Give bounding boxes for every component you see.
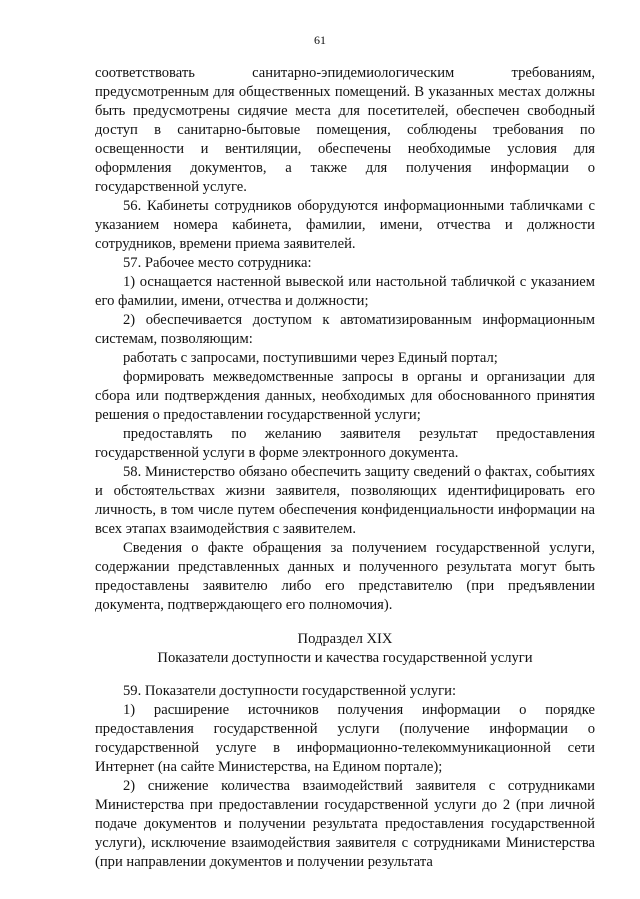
section-title: Показатели доступности и качества государственной услуги [157, 650, 533, 666]
paragraph: 57. Рабочее место сотрудника: [123, 255, 312, 271]
paragraph: соответствовать санитарно-эпидемиологическим требованиям, предусмотренным для общественных помещений. В указанных местах должны быть предусмотрены сидячие места для посетителей, обеспечен свободный доступ в санитарно-бытовые помещения, соблюдены требования по освещенности и вентиляции, обеспечены необходимые условия для оформления документов, а также для получения информации о государственной услуге. [95, 65, 595, 195]
paragraph: 58. Министерство обязано обеспечить защиту сведений о фактах, событиях и обстоятельствах жизни заявителя, позволяющих идентифицировать его личность, в том числе путем обеспечения конфиденциальности информации на всех этапах взаимодействия с заявителем. [95, 464, 595, 537]
paragraph: формировать межведомственные запросы в органы и организации для сбора или подтверждения данных, необходимых для обоснованного принятия решения о предоставлении государственной услуги; [95, 369, 595, 423]
paragraph: предоставлять по желанию заявителя результат предоставления государственной услуги в форме электронного документа. [95, 426, 595, 461]
paragraph: 1) оснащается настенной вывеской или настольной табличкой с указанием его фамилии, имени, отчества и должности; [95, 274, 595, 309]
paragraph: 2) обеспечивается доступом к автоматизированным информационным системам, позволяющим: [95, 312, 595, 347]
paragraph: 59. Показатели доступности государственной услуги: [123, 683, 457, 699]
paragraph: 2) снижение количества взаимодействий заявителя с сотрудниками Министерства при предоставлении государственной услуги до 2 (при личной подаче документов и получении результата предоставления государственной услуги), исключение взаимодействия заявителя с сотрудниками Министерства (при направлении документов и получении результата [95, 778, 595, 870]
spacer [95, 615, 595, 630]
paragraph: Сведения о факте обращения за получением государственной услуги, содержании представленных данных и полученного результата могут быть предоставлены заявителю либо его представителю (при предъявлении документа, подтверждающего его полномочия). [95, 540, 595, 613]
document-body [95, 64, 595, 872]
page-number: 61 [314, 33, 326, 47]
section-label: Подраздел XIX [297, 631, 393, 647]
paragraph: 1) расширение источников получения информации о порядке предоставления государственной услуги (получение информации о государственной услуге в информационно-телекоммуникационной сети Интернет (на сайте Министерства, на Едином портале); [95, 702, 595, 775]
spacer [95, 668, 595, 682]
paragraph: работать с запросами, поступившими через Единый портал; [123, 350, 498, 366]
paragraph: 56. Кабинеты сотрудников оборудуются информационными табличками с указанием номера кабинета, фамилии, имени, отчества и должности сотрудников, времени приема заявителей. [95, 198, 595, 252]
